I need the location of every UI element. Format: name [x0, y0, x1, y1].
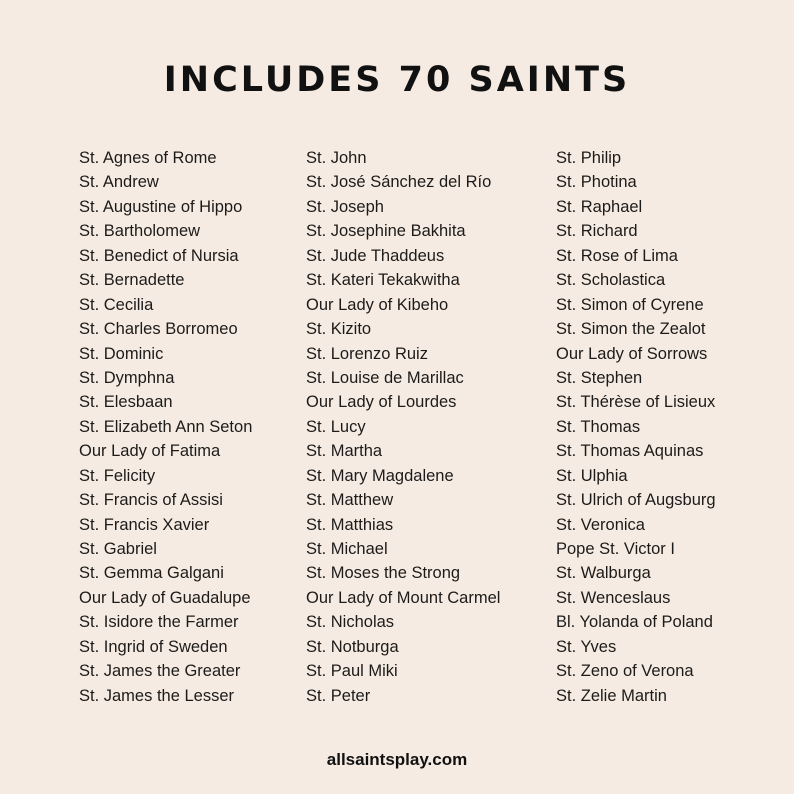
saint-name: St. Dominic	[79, 344, 164, 363]
saint-name: St. Matthias	[306, 515, 394, 534]
saint-name: St. Isidore the Farmer	[79, 613, 239, 632]
saint-name: St. Walburga	[556, 564, 651, 583]
saint-name: St. Lucy	[306, 417, 366, 436]
saint-name: St. Elizabeth Ann Seton	[79, 417, 253, 436]
saint-name: St. Raphael	[556, 197, 643, 216]
saint-name: St. Augustine of Hippo	[79, 197, 243, 216]
website-url: allsaintsplay.com	[326, 750, 468, 769]
saint-name: St. James the Lesser	[79, 686, 234, 705]
saint-name: Pope St. Victor I	[556, 540, 675, 558]
saint-name: St. Notburga	[306, 637, 399, 656]
saint-name: St. Paul Miki	[306, 662, 398, 681]
saint-name: St. Bartholomew	[79, 222, 201, 241]
saint-name: St. Yves	[556, 637, 617, 656]
saint-name: St. Scholastica	[556, 271, 666, 290]
saint-name: St. John	[306, 149, 367, 167]
saint-name: St. Ingrid of Sweden	[79, 637, 228, 656]
saint-name: St. James the Greater	[79, 662, 241, 681]
saint-name: St. Andrew	[79, 173, 159, 192]
saint-name: St. Felicity	[79, 466, 156, 485]
saint-name: St. Kateri Tekakwitha	[306, 271, 460, 290]
saint-name: St. Philip	[556, 149, 622, 167]
saint-name: St. Martha	[306, 442, 383, 461]
saint-name: St. Peter	[306, 686, 371, 705]
saint-name: St. Matthew	[306, 491, 394, 510]
page-title: INCLUDES 70 SAINTS	[163, 60, 631, 100]
saint-name: St. Dymphna	[79, 368, 175, 387]
saint-name: St. Thomas Aquinas	[556, 442, 704, 461]
saint-name: St. Bernadette	[79, 271, 185, 290]
saint-name: St. Ulrich of Augsburg	[556, 491, 716, 510]
saint-name: St. Rose of Lima	[556, 246, 678, 265]
saint-name: St. Josephine Bakhita	[306, 222, 466, 241]
saint-name: Our Lady of Mount Carmel	[306, 588, 501, 607]
saint-name: St. Benedict of Nursia	[79, 246, 239, 265]
saint-name: St. Elesbaan	[79, 393, 173, 412]
saint-name: St. Moses the Strong	[306, 564, 461, 583]
saint-name: Bl. Yolanda of Poland	[556, 613, 713, 632]
saint-name: St. Gemma Galgani	[79, 564, 224, 583]
saint-name: St. Jude Thaddeus	[306, 246, 445, 265]
saints-column-1	[79, 146, 252, 708]
saint-name: St. Thomas	[556, 417, 641, 436]
saint-name: St. Nicholas	[306, 613, 395, 632]
saint-name: St. Zelie Martin	[556, 686, 667, 705]
saint-name: St. Zeno of Verona	[556, 662, 694, 681]
saint-name: St. Stephen	[556, 368, 643, 387]
saint-name: St. Thérèse of Lisieux	[556, 393, 716, 412]
saint-name: St. Photina	[556, 173, 637, 192]
saint-name: St. Lorenzo Ruiz	[306, 344, 428, 363]
saint-name: St. Michael	[306, 540, 388, 558]
saint-name: Our Lady of Sorrows	[556, 344, 708, 363]
saint-name: St. Louise de Marillac	[306, 368, 464, 387]
saint-name: St. Simon of Cyrene	[556, 295, 704, 314]
saint-name: St. Mary Magdalene	[306, 466, 454, 485]
saint-name: St. Francis Xavier	[79, 515, 210, 534]
saint-name: Our Lady of Guadalupe	[79, 588, 251, 607]
saint-name: St. Agnes of Rome	[79, 149, 217, 167]
saint-name: Our Lady of Kibeho	[306, 295, 449, 314]
saint-name: St. Veronica	[556, 515, 645, 534]
saints-column-3	[556, 146, 716, 708]
saint-name: St. José Sánchez del Río	[306, 173, 492, 192]
saint-name: St. Francis of Assisi	[79, 491, 223, 510]
saint-name: St. Gabriel	[79, 540, 157, 558]
saint-name: Our Lady of Fatima	[79, 442, 221, 461]
saint-name: St. Wenceslaus	[556, 588, 671, 607]
saints-column-2	[306, 146, 500, 708]
saint-name: Our Lady of Lourdes	[306, 393, 457, 412]
saint-name: St. Ulphia	[556, 466, 628, 485]
saint-name: St. Simon the Zealot	[556, 320, 706, 339]
saint-name: St. Joseph	[306, 197, 384, 216]
saint-name: St. Charles Borromeo	[79, 320, 238, 339]
saint-name: St. Cecilia	[79, 295, 154, 314]
saint-name: St. Richard	[556, 222, 638, 241]
saint-name: St. Kizito	[306, 320, 372, 339]
